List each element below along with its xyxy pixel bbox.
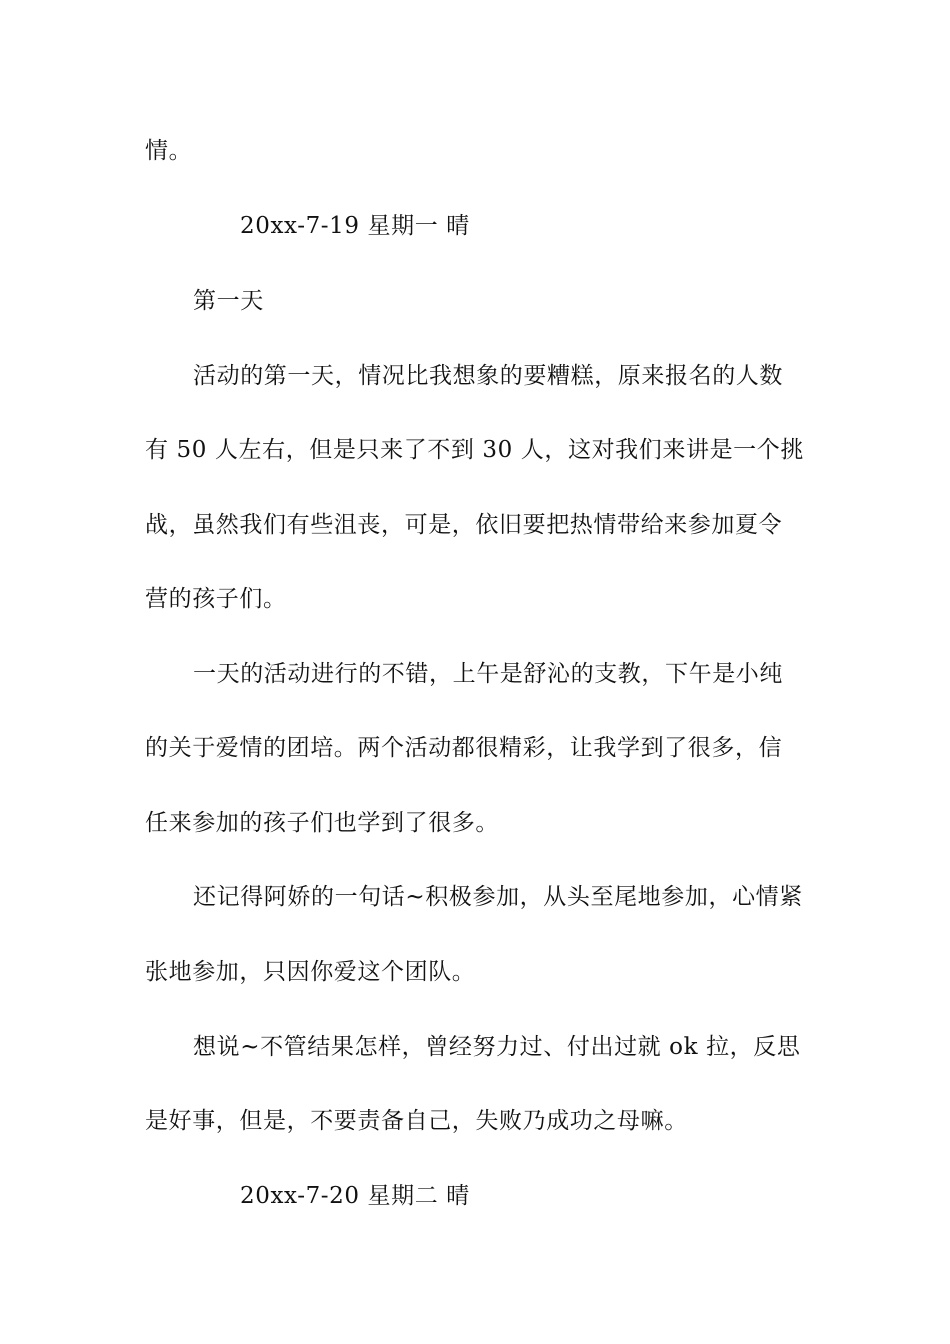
date-heading: 20xx-7-19 星期一 晴 [240, 213, 470, 239]
paragraph-line: 任来参加的孩子们也学到了很多。 [145, 810, 499, 836]
date-heading: 20xx-7-20 星期二 晴 [240, 1183, 470, 1209]
paragraph-line: 一天的活动进行的不错，上午是舒沁的支教，下午是小纯 [193, 661, 783, 687]
paragraph-line: 是好事，但是，不要责备自己，失败乃成功之母嘛。 [145, 1108, 688, 1134]
paragraph-line: 张地参加，只因你爱这个团队。 [145, 959, 476, 985]
paragraph-line: 战，虽然我们有些沮丧，可是，依旧要把热情带给来参加夏令 [145, 512, 783, 538]
paragraph-line: 还记得阿娇的一句话~积极参加，从头至尾地参加，心情紧 [193, 884, 803, 910]
paragraph-line: 营的孩子们。 [145, 586, 287, 612]
paragraph-line: 有 50 人左右，但是只来了不到 30 人，这对我们来讲是一个挑 [145, 437, 804, 463]
paragraph-line: 活动的第一天，情况比我想象的要糟糕，原来报名的人数 [193, 363, 783, 389]
text-line: 情。 [145, 138, 193, 164]
day-heading: 第一天 [193, 288, 264, 314]
paragraph-line: 的关于爱情的团培。两个活动都很精彩，让我学到了很多，信 [145, 735, 783, 761]
paragraph-line: 想说~不管结果怎样，曾经努力过、付出过就 ok 拉，反思 [193, 1034, 801, 1060]
